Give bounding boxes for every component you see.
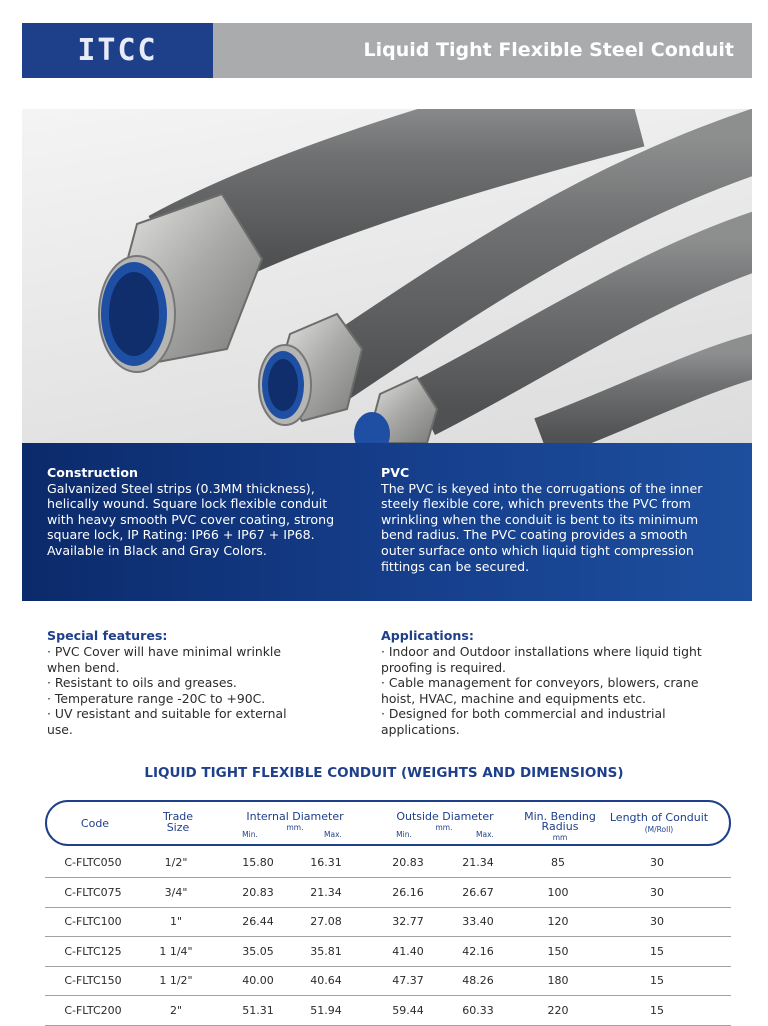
header-trade: Trade xyxy=(162,810,194,823)
header-code: Code xyxy=(80,817,110,830)
table-title: LIQUID TIGHT FLEXIBLE CONDUIT (WEIGHTS AND DIMENSIONS) xyxy=(144,765,624,781)
cell-internal-min: 20.83 xyxy=(242,885,274,899)
applications-heading: Applications: xyxy=(381,628,474,643)
header-bending: Min. Bending xyxy=(524,810,596,823)
special-features-section xyxy=(47,628,309,738)
special-features-heading: Special features: xyxy=(47,628,168,643)
cell-outside-min: 47.37 xyxy=(392,974,424,987)
construction-line: helically wound. Square lock flexible conduit xyxy=(47,496,328,512)
header-radius: Radius xyxy=(541,820,579,833)
cell-outside-max: 42.16 xyxy=(462,944,494,958)
cell-bending-radius: 85 xyxy=(551,856,565,869)
application-line: · Cable management for conveyors, blowers, crane xyxy=(381,675,699,691)
cell-outside-min: 41.40 xyxy=(392,944,424,958)
feature-line: · PVC Cover will have minimal wrinkle xyxy=(47,644,281,659)
table-header xyxy=(45,800,731,846)
cell-trade-size: 1/2" xyxy=(164,856,188,869)
header-outside-mm: mm. xyxy=(435,823,453,832)
cell-trade-size: 1" xyxy=(169,915,183,928)
cell-outside-min: 59.44 xyxy=(392,1003,424,1017)
header-outside-diameter: Outside Diameter xyxy=(396,810,494,823)
cell-length: 15 xyxy=(650,1003,664,1017)
cell-code: C-FLTC150 xyxy=(64,974,122,987)
cell-outside-max: 21.34 xyxy=(462,856,494,869)
cell-code: C-FLTC075 xyxy=(64,885,122,899)
cell-trade-size: 1 1/4" xyxy=(159,944,193,958)
feature-line: · Resistant to oils and greases. xyxy=(47,675,237,691)
pvc-line: The PVC is keyed into the corrugations of the inner xyxy=(381,480,703,496)
cell-outside-min: 20.83 xyxy=(392,856,424,869)
pvc-line: wrinkling when the conduit is bent to its minimum xyxy=(381,511,699,527)
table-row xyxy=(45,907,731,937)
pvc-line: fittings can be secured. xyxy=(381,558,530,574)
table-row xyxy=(45,878,731,908)
cell-internal-max: 40.64 xyxy=(310,974,342,987)
page-title: Liquid Tight Flexible Steel Conduit xyxy=(363,39,734,61)
cell-internal-min: 40.00 xyxy=(242,974,274,987)
application-line: applications. xyxy=(381,721,460,737)
cell-internal-max: 51.94 xyxy=(310,1003,342,1017)
cell-internal-max: 16.31 xyxy=(310,856,342,869)
cell-length: 30 xyxy=(650,856,664,869)
pvc-section xyxy=(381,465,726,574)
cell-outside-min: 26.16 xyxy=(392,885,424,899)
cell-internal-min: 15.80 xyxy=(242,856,274,869)
cell-internal-max: 35.81 xyxy=(310,944,342,958)
cell-internal-min: 35.05 xyxy=(242,944,274,958)
header-internal-max: Max. xyxy=(324,830,342,839)
product-photo xyxy=(22,109,752,443)
header-outside-min: Min. xyxy=(396,830,412,839)
header-internal-mm: mm. xyxy=(286,823,304,832)
cell-outside-max: 60.33 xyxy=(462,1003,494,1017)
cell-length: 30 xyxy=(650,885,664,899)
header-length: Length of Conduit xyxy=(609,811,709,824)
cell-length: 15 xyxy=(650,974,664,987)
cell-internal-max: 27.08 xyxy=(310,915,342,928)
feature-line: use. xyxy=(47,721,73,737)
construction-line: Available in Black and Gray Colors. xyxy=(47,542,267,558)
cell-code: C-FLTC050 xyxy=(64,856,122,869)
cell-outside-max: 48.26 xyxy=(462,974,494,987)
application-line: · Indoor and Outdoor installations where liquid tight xyxy=(381,644,702,659)
application-line: hoist, HVAC, machine and equipments etc. xyxy=(381,690,646,706)
header-bending-unit: mm xyxy=(552,833,568,842)
cell-bending-radius: 180 xyxy=(547,974,569,987)
construction-line: square lock, IP Rating: IP66 + IP67 + IP68. xyxy=(47,527,315,543)
feature-line: · Temperature range -20C to +90C. xyxy=(47,690,266,706)
feature-line: when bend. xyxy=(47,659,120,675)
pvc-line: outer surface onto which liquid tight compression xyxy=(381,542,694,558)
title-bar xyxy=(213,23,752,78)
cell-outside-min: 32.77 xyxy=(392,915,424,928)
application-line: · Designed for both commercial and industrial xyxy=(381,706,666,722)
cell-trade-size: 3/4" xyxy=(164,885,188,899)
info-panel xyxy=(22,443,752,601)
pvc-heading: PVC xyxy=(381,465,410,480)
application-line: proofing is required. xyxy=(381,659,507,675)
cell-bending-radius: 120 xyxy=(547,915,569,928)
cell-outside-max: 26.67 xyxy=(462,885,494,899)
cell-code: C-FLTC100 xyxy=(64,915,122,928)
cell-internal-min: 51.31 xyxy=(242,1003,274,1017)
cell-length: 30 xyxy=(650,915,664,928)
table-row xyxy=(45,996,731,1026)
itcc-logo: ITCC xyxy=(77,33,158,68)
construction-line: with heavy smooth PVC cover coating, strong xyxy=(47,511,335,527)
header-size: Size xyxy=(166,821,190,834)
construction-heading: Construction xyxy=(47,465,138,480)
applications-section xyxy=(381,628,736,738)
cell-internal-max: 21.34 xyxy=(310,885,342,899)
page-header xyxy=(22,23,752,78)
cell-internal-min: 26.44 xyxy=(242,915,274,928)
header-length-unit: (M/Roll) xyxy=(644,825,674,834)
pvc-line: steely flexible core, which prevents the PVC from xyxy=(381,496,691,512)
construction-section xyxy=(47,465,359,559)
logo-box xyxy=(22,23,213,78)
conduit-illustration xyxy=(22,109,752,443)
header-outside-max: Max. xyxy=(476,830,494,839)
pvc-line: bend radius. The PVC coating provides a smooth xyxy=(381,527,688,543)
cell-bending-radius: 220 xyxy=(547,1003,569,1017)
cell-trade-size: 2" xyxy=(169,1003,183,1017)
header-internal-min: Min. xyxy=(242,830,258,839)
cell-trade-size: 1 1/2" xyxy=(159,974,193,987)
feature-line: · UV resistant and suitable for external xyxy=(47,706,287,722)
cell-length: 15 xyxy=(650,944,664,958)
cell-code: C-FLTC125 xyxy=(64,944,122,958)
row-divider xyxy=(45,1025,731,1026)
header-internal-diameter: Internal Diameter xyxy=(246,810,344,823)
table-row xyxy=(45,937,731,967)
table-row xyxy=(45,966,731,996)
table-row xyxy=(45,848,731,878)
cell-bending-radius: 150 xyxy=(547,944,569,958)
construction-line: Galvanized Steel strips (0.3MM thickness), xyxy=(47,480,315,496)
cell-bending-radius: 100 xyxy=(547,885,569,899)
cell-code: C-FLTC200 xyxy=(64,1003,122,1017)
cell-outside-max: 33.40 xyxy=(462,915,494,928)
